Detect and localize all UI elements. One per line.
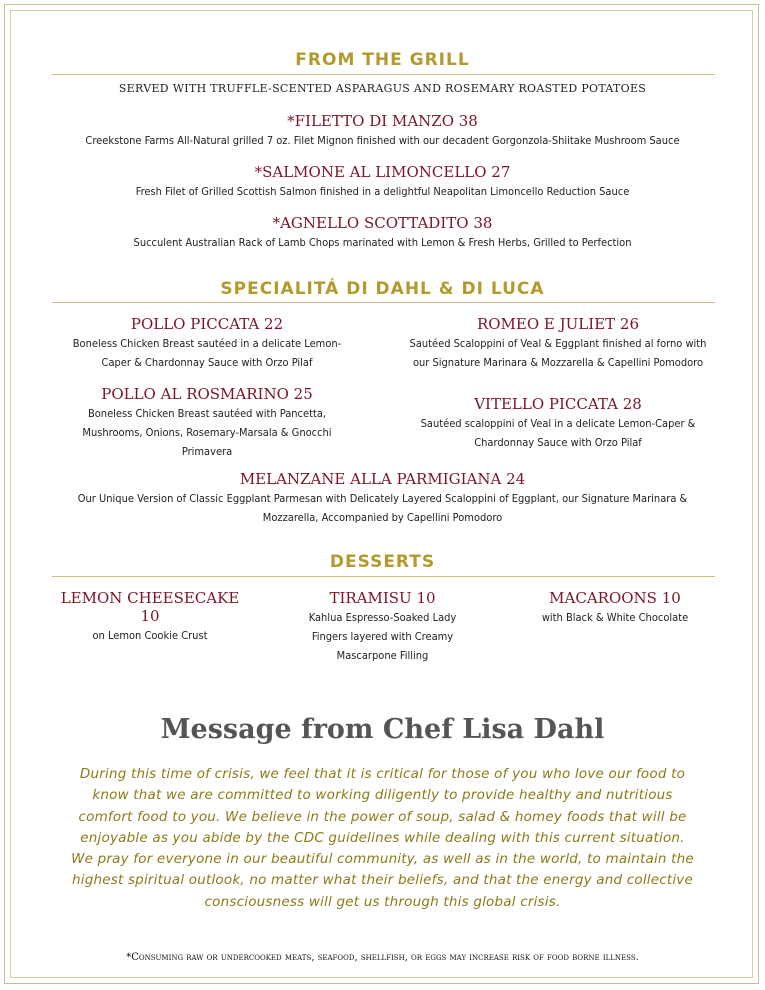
- food-safety-footnote: [0, 952, 765, 963]
- section-title-specialita: SPECIALITÁ DI DAHL & DI LUCA: [220, 279, 545, 299]
- dish-description: with Black & White Chocolate: [541, 611, 689, 624]
- dish-pollo-al-rosmarino: POLLO AL ROSMARINO 25: [101, 385, 313, 403]
- dessert-price: 10: [140, 607, 160, 625]
- message-body: During this time of crisis, we feel that it is critical for those of you who love our food to know that we are committed to working diligently to provide healthy and nutritious comfort food to you. We believe in the power of soup, salad & homey foods that will be enjoyable as you abide by the CDC guidelines while dealing with this current situation. We pray for everyone in our beautiful community, as well as in the world, to maintain the highest spiritual outlook, no matter what their beliefs, and that the energy and collective consciousness will get us through this global crisis.: [71, 766, 694, 910]
- grill-subtitle: SERVED WITH TRUFFLE-SCENTED ASPARAGUS AND ROSEMARY ROASTED POTATOES: [118, 82, 647, 95]
- section-title-grill: FROM THE GRILL: [295, 50, 470, 70]
- dish-description: on Lemon Cookie Crust: [92, 629, 208, 642]
- dish-filetto-di-manzo: *FILETTO DI MANZO 38: [287, 112, 478, 130]
- dish-description: Sautéed scaloppini of Veal in a delicate Lemon-Caper & Chardonnay Sauce with Orzo Pilaf: [420, 417, 696, 449]
- divider: [52, 302, 715, 303]
- message-title: Message from Chef Lisa Dahl: [160, 714, 605, 745]
- divider: [52, 74, 715, 75]
- dish-description: Sautéed Scaloppini of Veal & Eggplant finished al forno with our Signature Marinara & Mozzarella & Capellini Pomodoro: [409, 337, 707, 369]
- dish-description: Succulent Australian Rack of Lamb Chops marinated with Lemon & Fresh Herbs, Grilled to Perfection: [133, 236, 632, 249]
- dish-description: Kahlua Espresso-Soaked Lady Fingers layered with Creamy Mascarpone Filling: [308, 611, 457, 662]
- dessert-tiramisu: TIRAMISU 10: [329, 589, 436, 607]
- dish-description: Creekstone Farms All-Natural grilled 7 oz. Filet Mignon finished with our decadent Gorgonzola-Shiitake Mushroom Sauce: [85, 134, 680, 147]
- dish-description: Fresh Filet of Grilled Scottish Salmon finished in a delightful Neapolitan Limoncello Reduction Sauce: [135, 185, 630, 198]
- divider: [52, 576, 715, 577]
- section-title-desserts: DESSERTS: [329, 552, 436, 572]
- dish-vitello-piccata: VITELLO PICCATA 28: [474, 395, 642, 413]
- dish-romeo-e-juliet: ROMEO E JULIET 26: [476, 315, 640, 333]
- dessert-lemon-cheesecake: LEMON CHEESECAKE: [60, 589, 240, 607]
- dish-salmone-al-limoncello: *SALMONE AL LIMONCELLO 27: [254, 163, 511, 181]
- dish-description: Boneless Chicken Breast sautéed with Pancetta, Mushrooms, Onions, Rosemary-Marsala & Gnocchi Primavera: [82, 407, 332, 458]
- dessert-macaroons: MACAROONS 10: [549, 589, 681, 607]
- dish-agnello-scottadito: *AGNELLO SCOTTADITO 38: [272, 214, 493, 232]
- footnote-text: *Consuming raw or undercooked meats, seafood, shellfish, or eggs may increase risk of food borne illness.: [126, 952, 639, 963]
- dish-pollo-piccata: POLLO PICCATA 22: [130, 315, 284, 333]
- dish-description: Boneless Chicken Breast sautéed in a delicate Lemon-Caper & Chardonnay Sauce with Orzo Pilaf: [72, 337, 342, 369]
- dish-melanzane-alla-parmigiana: MELANZANE ALLA PARMIGIANA 24: [239, 470, 526, 488]
- dish-description: Our Unique Version of Classic Eggplant Parmesan with Delicately Layered Scaloppini of Eggplant, our Signature Marinara & Mozzarella, Accompanied by Capellini Pomodoro: [77, 492, 688, 524]
